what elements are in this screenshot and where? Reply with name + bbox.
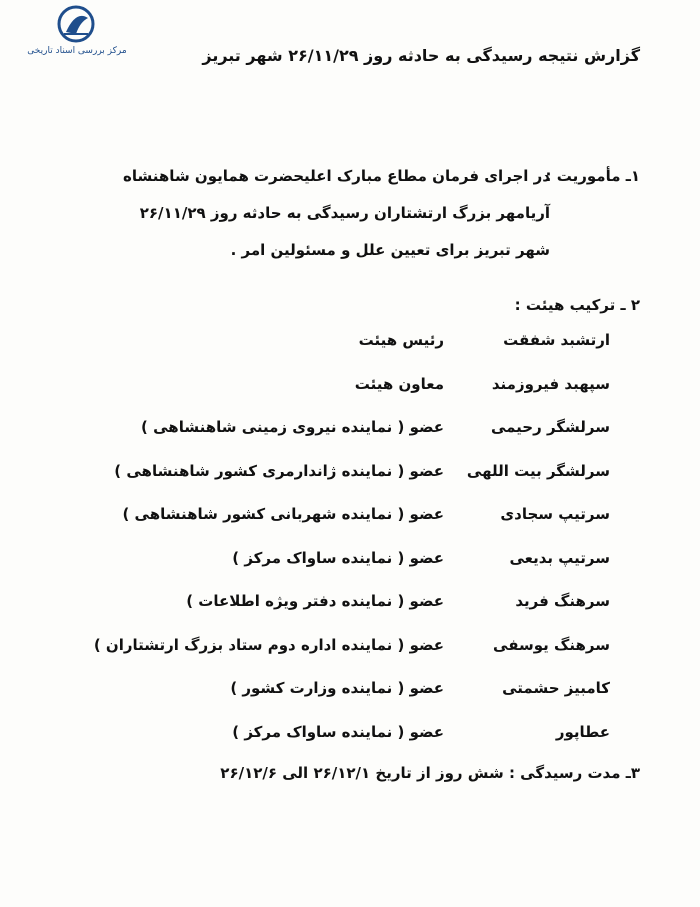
- section3-duration: ۳ـ مدت رسیدگی : شش روز از تاریخ ۲۶/۱۲/۱ الی ۲۶/۱۲/۶: [220, 764, 640, 782]
- section1-line2: آریامهر بزرگ ارتشتاران رسیدگی به حادثه روز ۲۶/۱۱/۲۹: [139, 204, 550, 222]
- member-role: عضو ( نماینده ژاندارمری کشور شاهنشاهی ): [114, 461, 444, 480]
- archive-logo-icon: [54, 4, 98, 44]
- section1-line3: شهر تبریز برای تعیین علل و مسئولین امر .: [230, 241, 550, 259]
- member-role: عضو ( نماینده وزارت کشور ): [230, 679, 444, 697]
- member-name: سرهنگ فرید: [515, 592, 610, 610]
- watermark-text: مرکز بررسی اسناد تاریخی: [27, 46, 127, 56]
- member-name: سرلشگر رحیمی: [490, 418, 610, 436]
- member-role: عضو ( نماینده نیروی زمینی شاهنشاهی ): [141, 418, 444, 436]
- report-title: گزارش نتیجه رسیدگی به حادثه روز ۲۶/۱۱/۲۹ شهر تبریز: [202, 46, 640, 65]
- member-row: [0, 462, 700, 506]
- section1-line1: در اجرای فرمان مطاع مبارک اعلیحضرت همایون شاهنشاه: [123, 167, 550, 185]
- member-name: سپهبد فیروزمند: [491, 374, 610, 393]
- member-row: [0, 505, 700, 549]
- member-name: ارتشبد شفقت: [503, 331, 610, 349]
- member-role: عضو ( نماینده شهربانی کشور شاهنشاهی ): [122, 505, 444, 523]
- member-role: عضو ( نماینده دفتر ویژه اطلاعات ): [186, 592, 444, 610]
- member-name: کامبیز حشمتی: [502, 679, 610, 697]
- member-role: عضو ( نماینده ساواک مرکز ): [232, 722, 444, 741]
- member-row: [0, 418, 700, 462]
- member-row: [0, 549, 700, 593]
- member-role: عضو ( نماینده ساواک مرکز ): [232, 548, 444, 567]
- watermark-logo: [22, 4, 132, 64]
- member-name: سرتیپ سجادی: [500, 505, 610, 523]
- member-role: عضو ( نماینده اداره دوم ستاد بزرگ ارتشتاران ): [93, 635, 444, 654]
- member-role: رئیس هیئت: [358, 331, 444, 349]
- member-row: [0, 679, 700, 723]
- member-row: [0, 331, 700, 375]
- member-row: [0, 592, 700, 636]
- section2-label: ۲ ـ ترکیب هیئت :: [514, 296, 640, 314]
- member-row: [0, 636, 700, 680]
- member-name: سرهنگ یوسفی: [493, 635, 610, 654]
- member-name: سرلشگر بیت اللهی: [466, 461, 610, 480]
- member-row: [0, 375, 700, 419]
- section1-label: ۱ـ مأموریت :: [545, 167, 640, 185]
- member-role: معاون هیئت: [354, 374, 444, 393]
- member-name: عطاپور: [555, 722, 610, 741]
- committee-members-list: [0, 331, 700, 766]
- member-row: [0, 723, 700, 767]
- member-name: سرتیپ بدیعی: [509, 548, 610, 567]
